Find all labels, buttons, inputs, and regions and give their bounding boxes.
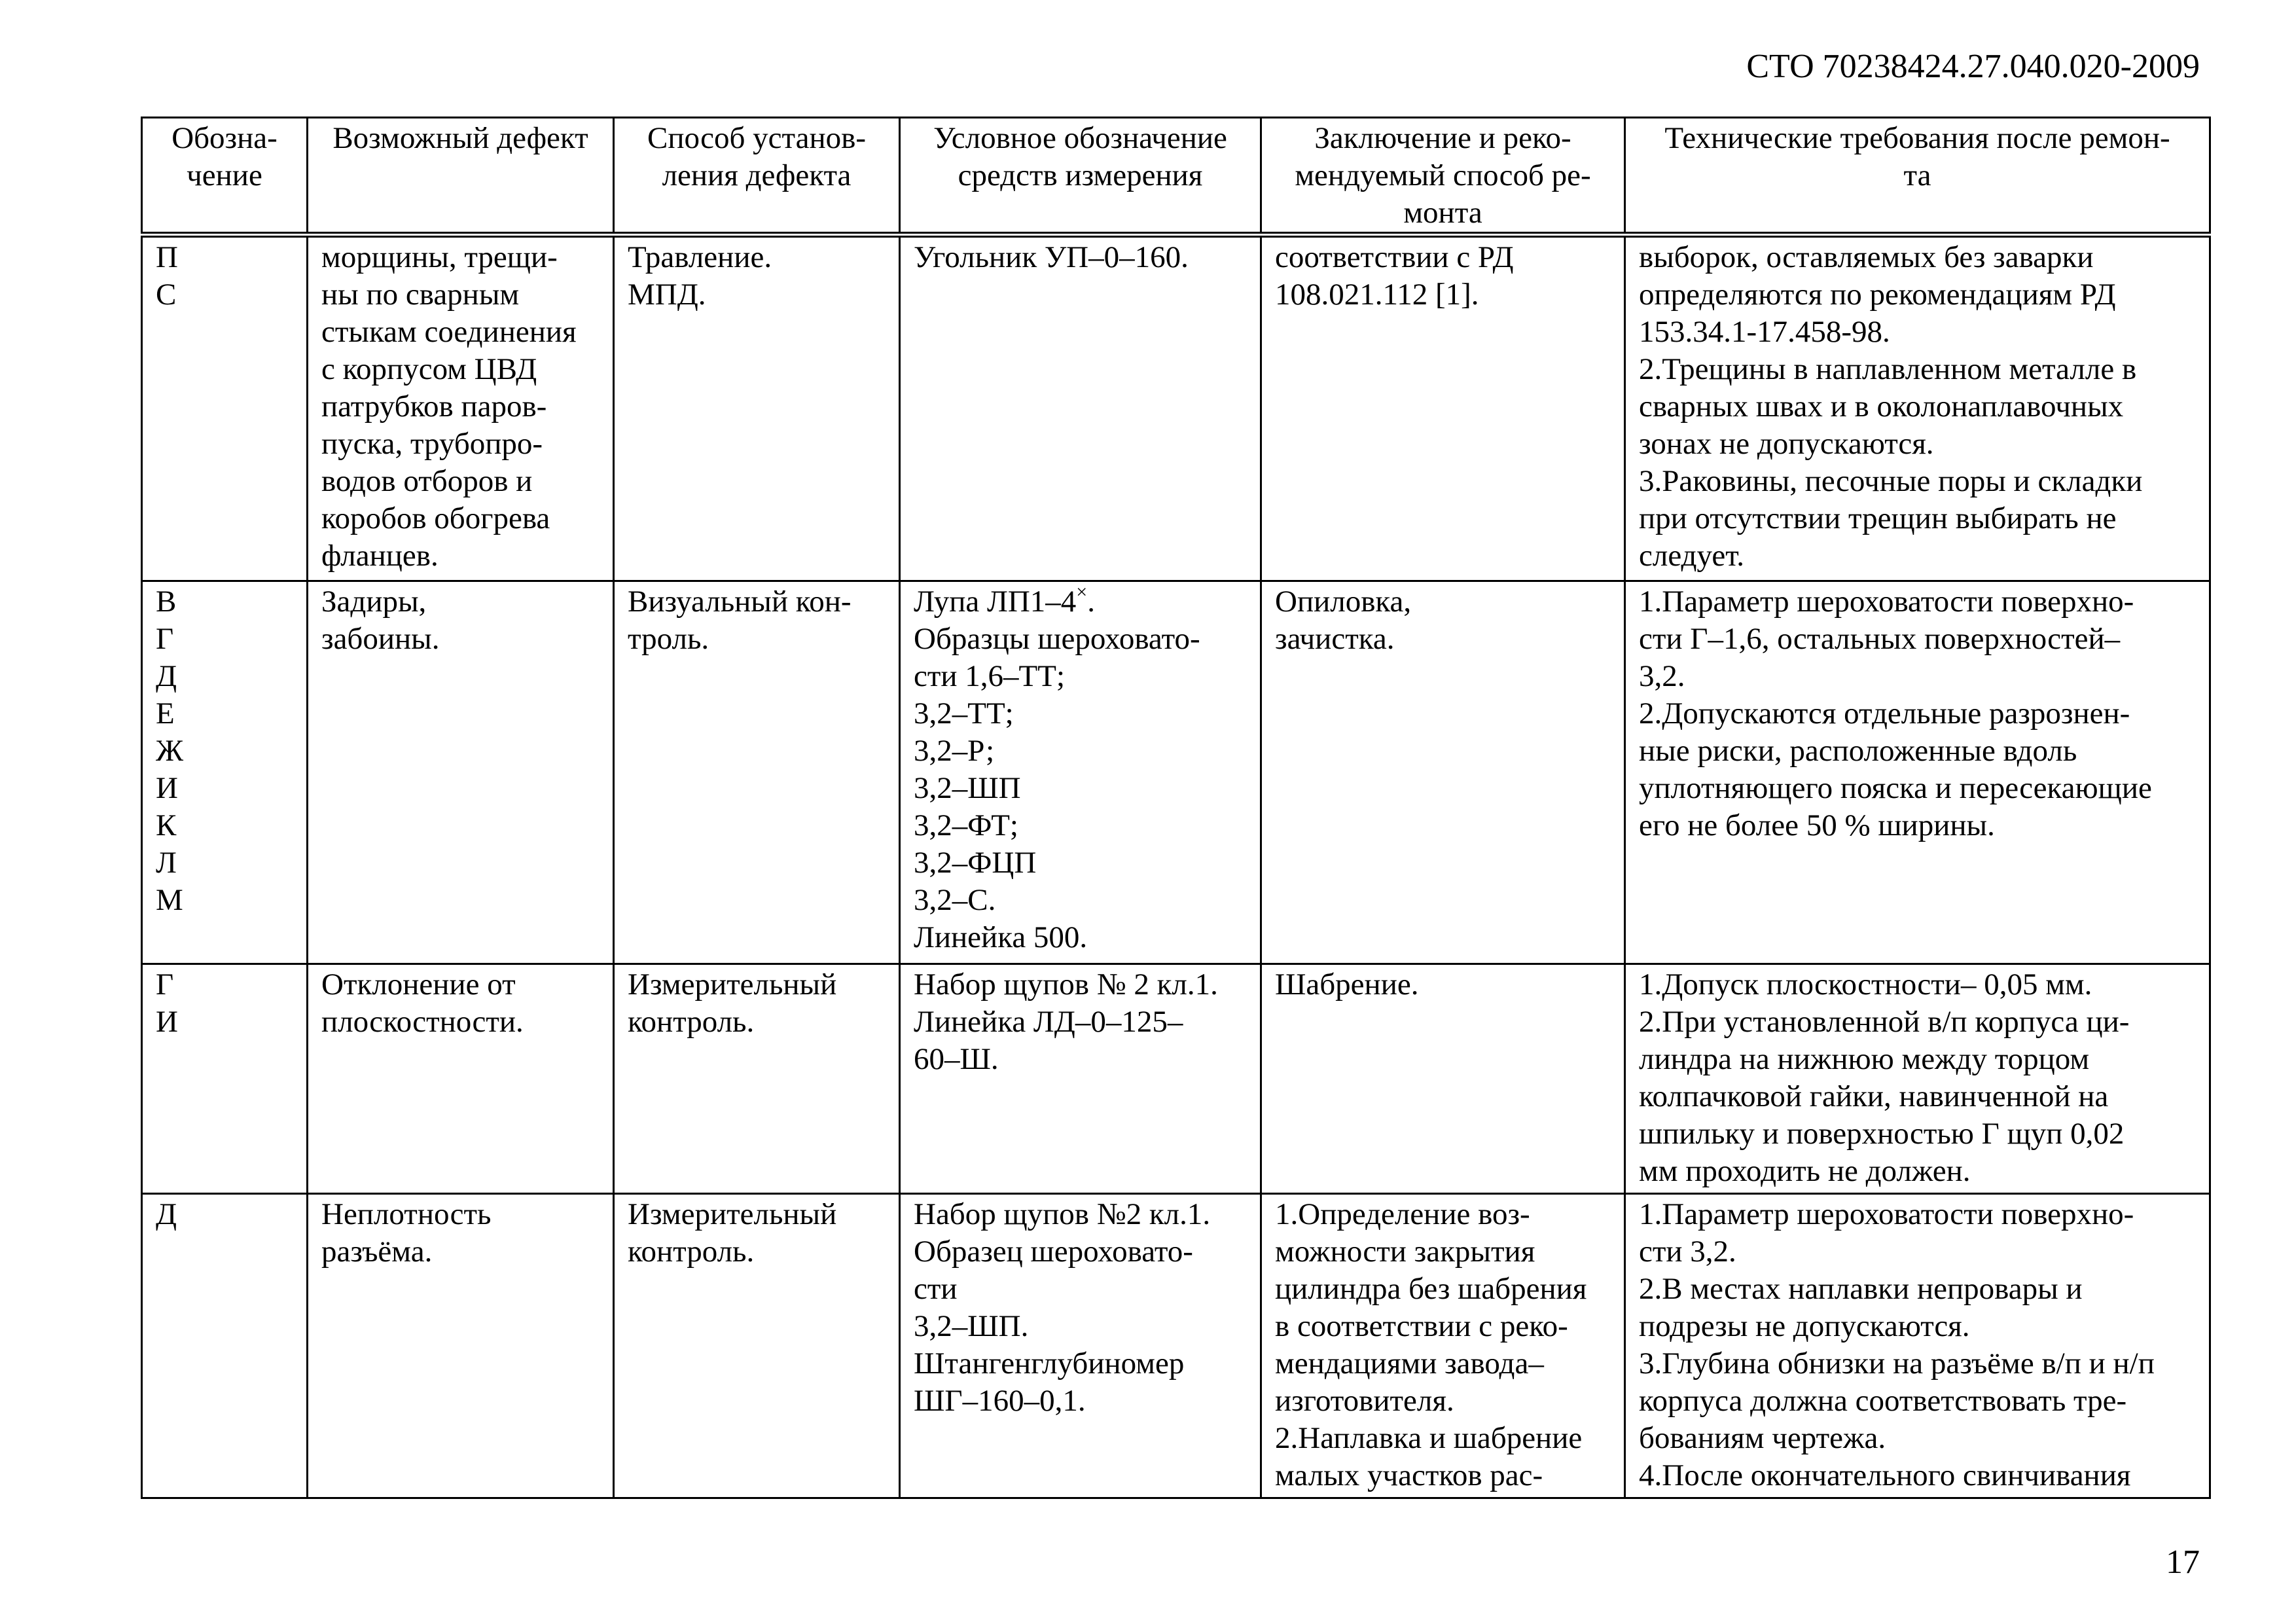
header-conclusion-repair: Заключение и реко- мендуемый способ ре- монта — [1261, 118, 1625, 235]
defect-table — [141, 117, 2211, 1499]
cell-tools: Набор щупов №2 кл.1. Образец шероховато- сти 3,2–ШП. Штангенглубиномер ШГ–160–0,1. — [900, 1194, 1261, 1498]
cell-conclusion: 1.Определение воз- можности закрытия цилиндра без шабрения в соответствии с реко- мендациями завода– изготовителя. 2.Наплавка и шабрение малых участков рас- — [1261, 1194, 1625, 1498]
cell-conclusion: Опиловка, зачистка. — [1261, 581, 1625, 964]
table-row — [142, 1194, 2210, 1498]
table-header-row — [142, 118, 2210, 235]
cell-tools: Набор щупов № 2 кл.1. Линейка ЛД–0–125– 60–Ш. — [900, 964, 1261, 1194]
header-technical-requirements: Технические требования после ремон- та — [1625, 118, 2210, 235]
table-row — [142, 964, 2210, 1194]
table-row — [142, 235, 2210, 581]
cell-method: Измерительный контроль. — [614, 964, 900, 1194]
cell-designation: Г И — [142, 964, 308, 1194]
header-measuring-tools: Условное обозначение средств измерения — [900, 118, 1261, 235]
cell-method: Измерительный контроль. — [614, 1194, 900, 1498]
header-designation: Обозна- чение — [142, 118, 308, 235]
page-number: 17 — [2166, 1543, 2200, 1581]
cell-requirements: 1.Допуск плоскостности– 0,05 мм. 2.При установленной в/п корпуса ци- линдра на нижнюю между торцом колпачковой гайки, навинченной на шпильку и поверхностью Г щуп 0,02 мм проходить не должен. — [1625, 964, 2210, 1194]
header-detection-method: Способ установ- ления дефекта — [614, 118, 900, 235]
cell-method: Травление. МПД. — [614, 235, 900, 581]
cell-requirements: 1.Параметр шероховатости поверхно- сти Г–1,6, остальных поверхностей– 3,2. 2.Допускаются отдельные разрознен- ные риски, расположенные вдоль уплотняющего пояска и пересекающие его не более 50 % ширины. — [1625, 581, 2210, 964]
cell-conclusion: соответствии с РД 108.021.112 [1]. — [1261, 235, 1625, 581]
header-possible-defect: Возможный дефект — [308, 118, 614, 235]
cell-defect: Отклонение от плоскостности. — [308, 964, 614, 1194]
magnification-superscript: × — [1076, 581, 1088, 603]
cell-method: Визуальный кон- троль. — [614, 581, 900, 964]
document-code: СТО 70238424.27.040.020-2009 — [1746, 48, 2200, 85]
table-row — [142, 581, 2210, 964]
cell-defect: Задиры, забоины. — [308, 581, 614, 964]
cell-conclusion: Шабрение. — [1261, 964, 1625, 1194]
cell-designation: П С — [142, 235, 308, 581]
cell-tools: Лупа ЛП1–4×. Образцы шероховато- сти 1,6–ТТ; 3,2–ТТ; 3,2–Р; 3,2–ШП 3,2–ФТ; 3,2–ФЦП 3,2–С. Линейка 500. — [900, 581, 1261, 964]
cell-designation: В Г Д Е Ж И К Л М — [142, 581, 308, 964]
cell-tools: Угольник УП–0–160. — [900, 235, 1261, 581]
cell-defect: морщины, трещи- ны по сварным стыкам соединения с корпусом ЦВД патрубков паров- пуска, трубопро- водов отборов и коробов обогрева фланцев. — [308, 235, 614, 581]
cell-designation: Д — [142, 1194, 308, 1498]
cell-defect: Неплотность разъёма. — [308, 1194, 614, 1498]
cell-requirements: 1.Параметр шероховатости поверхно- сти 3,2. 2.В местах наплавки непровары и подрезы не допускаются. 3.Глубина обнизки на разъёме в/п и н/п корпуса должна соответствовать тре- бованиям чертежа. 4.После окончательного свинчивания — [1625, 1194, 2210, 1498]
cell-requirements: выборок, оставляемых без заварки определяются по рекомендациям РД 153.34.1-17.458-98. 2.Трещины в наплавленном металле в сварных швах и в околонаплавочных зонах не допускаются. 3.Раковины, песочные поры и складки при отсутствии трещин выбирать не следует. — [1625, 235, 2210, 581]
